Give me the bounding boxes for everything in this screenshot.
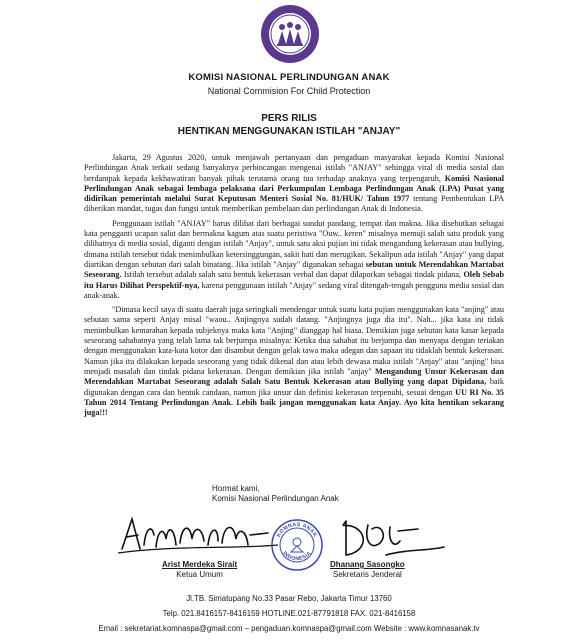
stamp-bottom-text: INDONESIA: [281, 550, 313, 563]
signatory-left-role: Ketua Umum: [176, 570, 223, 579]
paragraph-2-bold-b: sebutan untuk Merendahkan Martabat Seseorang.: [84, 259, 504, 280]
press-release-body: [84, 153, 504, 419]
footer-phones: Telp. 021.8416157-8416159 HOTLINE.021-87791818 FAX. 021-8416158: [162, 609, 416, 618]
paragraph-1-text-a: Jakarta, 29 Agustus 2020, untuk menjawab pertanyaan dan pengaduan masyarakat kepada Komisi Nasional Perlindungan Anak terkait sedang banyaknya perbincangan mengenai istilah "ANJAY" sehingga viral di media sosial dan berdampak kepada kekhawatiran banyak pihak terutama orang tua terhadap anaknya yang terpengaruh,: [84, 153, 504, 183]
org-subtitle: National Commision For Child Protection: [207, 86, 371, 96]
closing: [212, 484, 339, 504]
paragraph-3-text-c: baik digunakan dengan cara dan bentuk candaan, namun jika unsur dan definisi kekerasan terpenuhi, sesuai dengan: [84, 377, 505, 397]
paragraph-2-text-a: Penggunaan istilah "ANJAY" harus dilihat dari berbagai sundut pandang, tempat dan makna. Jika disebutkan sebagai kata pengganti ucapan salut dan bermakna kagum atas suatu peristiwa "Ouw.. keren" misalnya memuji salah satu produk yang dilihatnya di media sosial, diganti dengan istilah "Anjay", untuk satu aksi pujian ini tidak mengandung kekerasan atau bullying, dimana istilah tersebut tidak menimbulkan ketersinggungan, sakit hati dan merugikan. Sekalipun ada istilah "Anjay" yang dapat diartikan dengan sebutan dari salah binatang. Jika istilah "Anjay" digunakan sebagai: [84, 218, 504, 269]
paragraph-2-bold-d: Oleh Sebab itu Harus Dilihat Perspektif-nya,: [84, 270, 505, 290]
paragraph-1: [84, 153, 504, 215]
paragraph-1-text-c: tentang Pembentukan LPA diberikan mandat, tugas dan fungsi untuk memberikan pembelaan dan perlindungan Anak di Indonesia.: [84, 194, 505, 214]
paragraph-1-bold: Komisi Nasional Perlindungan Anak sebagai lembaga pelaksana dari Perkumpulan Lembaga Perlindungan Anak (LPA) Pusat yang didirikan pemerintah melalui Surat Keputusan Menteri Sosial No. 81/HUK/ Tahun 1977: [84, 173, 505, 204]
closing-salutation: Hormat kami,: [212, 484, 260, 493]
closing-org: Komisi Nasional Perlindungan Anak: [212, 494, 339, 503]
signatory-right-name: Dhanang Sasongko: [330, 560, 405, 569]
kpa-logo-icon: [260, 4, 320, 64]
paragraph-2-text-e: karena penggunaan istilah "Anjay" sedang viral ditengah-tengah pengguna media sosial dan anak-anak.: [84, 280, 504, 300]
footer-address: Jl.TB. Simatupang No.33 Pasar Rebo, Jakarta Timur 13760: [186, 594, 392, 603]
paragraph-2: [84, 219, 504, 301]
org-name: KOMISI NASIONAL PERLINDUNGAN ANAK: [188, 72, 390, 83]
paragraph-3-bold-d: UU RI No. 35 Tahun 2014 Tentang Perlindungan Anak. Lebih baik jangan menggunakan kata Anjay. Ayo kita hentikan sekarang juga!!!: [84, 387, 505, 418]
footer-emails: Email : sekretariat.komnaspa@gmail.com – pengaduan.komnaspa@gmail.com Website : www.komnasanak.tv: [98, 624, 480, 633]
signatory-left: [162, 560, 237, 580]
signatory-left-name: Arist Merdeka Sirait: [162, 560, 238, 569]
paragraph-3: [84, 305, 504, 418]
official-stamp-icon: [270, 518, 324, 572]
paragraph-2-text-c: Istilah tersebut adalah salah satu bentuk kekerasan verbal dan dapat dilaporkan sebagai tindak pidana,: [123, 270, 462, 280]
press-release-headline: HENTIKAN MENGGUNAKAN ISTILAH "ANJAY": [177, 126, 401, 137]
signatory-right-role: Sekretaris Jenderal: [332, 570, 402, 579]
paragraph-3-bold-b: Mengandung Unsur Kekerasan dan Merendahkan Martabat Seseorang adalah Salah Satu Bentuk Kekerasan atau Bullying yang dapat Dipidana,: [84, 366, 505, 387]
stamp-top-text: KOMNAS ANAK: [275, 521, 319, 539]
signatory-right: [330, 560, 405, 580]
press-release-title: PERS RILIS: [261, 113, 317, 124]
paragraph-3-text-a: "Dimasa kecil saya di suatu daerah juga seringkali mendengar untuk suatu kata pujian menggunakan kata "anjing" atau sebutan sama seperti Anjay misal "waou.. Anjingnya sudah datang. "Anjingnya juga dia itu". Nah... jika kata ini tidak menimbulkan kemarahan kepada subjeknya maka kata "Anjing" dianggap hal biasa. Demikian juga sebutan kata kasar kepada seseorang sahabatnya yang telah lama tak berjumpa misalnya: Ketika dua sahabat itu berjumpa dan menyapa dengan teriakan dengan menggunakan kata-kata kotor dan disambut dengan gelak tawa maka adegan dan sapaan itu tidaklah bentuk kekerasan. Namun jika itu dilakukan kepada seseorang yang tidak dikenal dan atau lebih dewasa maka istilah "Anjay" atau "anjing" bisa menjadi masalah dan tindak pidana kekerasan. Dengan demikian jika istilah "anjay": [84, 305, 504, 376]
